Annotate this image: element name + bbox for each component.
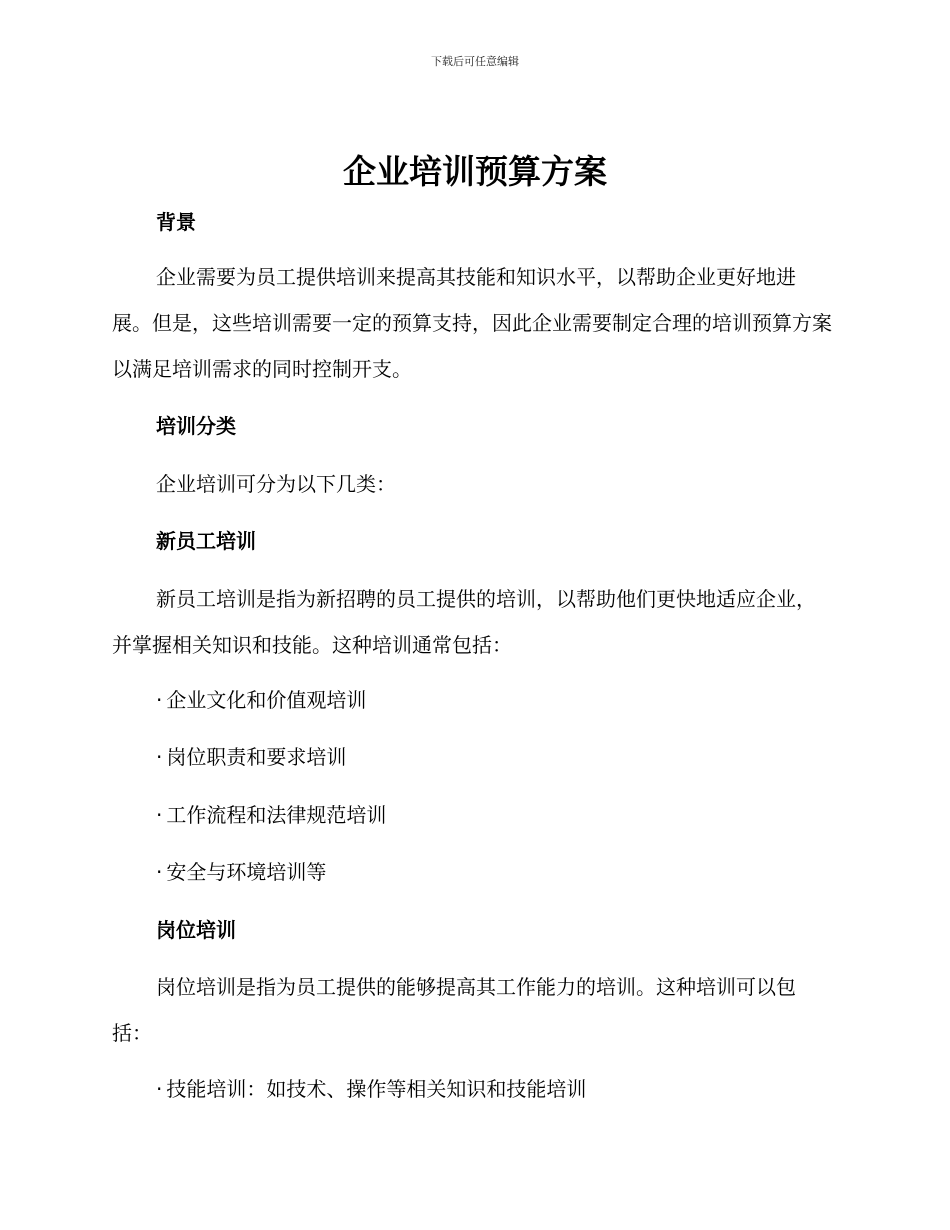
background-paragraph: 企业需要为员工提供培训来提高其技能和知识水平，以帮助企业更好地进展。但是，这些培训需要一定的预算支持，因此企业需要制定合理的培训预算方案以满足培训需求的同时控制开支。 bbox=[112, 265, 832, 381]
bullet-marker: · bbox=[156, 803, 163, 827]
bullet-marker: · bbox=[156, 1077, 163, 1101]
list-item-text: 企业文化和价值观培训 bbox=[166, 688, 367, 712]
list-item-text: 安全与环境培训等 bbox=[166, 860, 327, 884]
document-title: 企业培训预算方案 bbox=[343, 152, 607, 191]
list-item bbox=[156, 801, 386, 829]
list-item bbox=[156, 686, 366, 714]
list-item-text: 工作流程和法律规范培训 bbox=[166, 803, 387, 827]
list-item-text: 岗位职责和要求培训 bbox=[166, 745, 347, 769]
section-heading-categories: 培训分类 bbox=[156, 414, 236, 438]
header-note: 下载后可任意编辑 bbox=[431, 55, 519, 68]
section-heading-new-employee: 新员工培训 bbox=[156, 529, 256, 553]
bullet-marker: · bbox=[156, 688, 163, 712]
list-item-text: 技能培训：如技术、操作等相关知识和技能培训 bbox=[166, 1077, 587, 1101]
bullet-marker: · bbox=[156, 745, 163, 769]
list-item bbox=[156, 743, 346, 771]
section-heading-background: 背景 bbox=[156, 210, 196, 234]
list-item bbox=[156, 858, 326, 886]
list-item bbox=[156, 1075, 586, 1103]
bullet-marker: · bbox=[156, 860, 163, 884]
categories-intro: 企业培训可分为以下几类： bbox=[156, 472, 396, 496]
section-heading-position: 岗位培训 bbox=[156, 918, 236, 942]
position-paragraph: 岗位培训是指为员工提供的能够提高其工作能力的培训。这种培训可以包括： bbox=[112, 975, 796, 1045]
new-employee-paragraph: 新员工培训是指为新招聘的员工提供的培训，以帮助他们更快地适应企业，并掌握相关知识和技能。这种培训通常包括： bbox=[112, 587, 816, 657]
